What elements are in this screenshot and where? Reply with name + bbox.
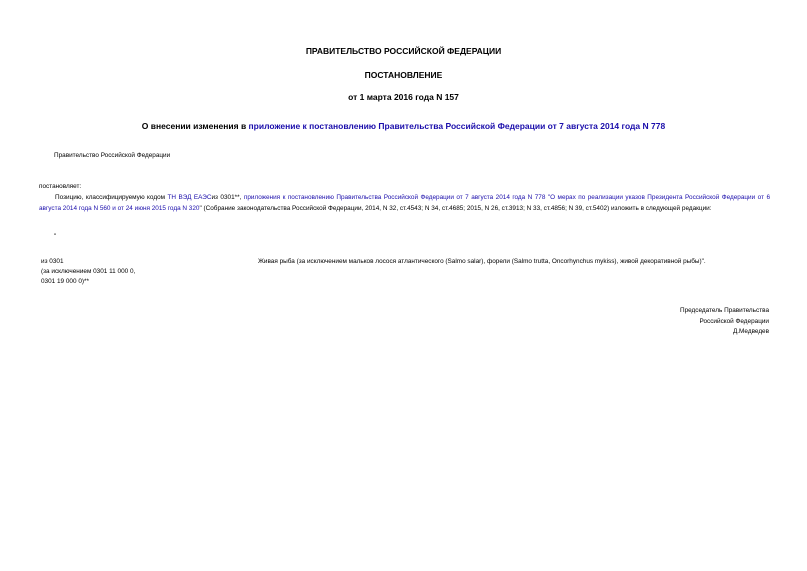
document-type: ПОСТАНОВЛЕНИЕ xyxy=(364,70,443,80)
code-line-1: из 0301 xyxy=(41,258,64,265)
signature-org: Российской Федерации xyxy=(699,318,769,325)
appendix-link[interactable]: приложения к постановлению Правительства Российской Федерации от 7 августа 2014 года N 778 xyxy=(243,194,546,201)
decree-320-link[interactable]: от 24 июня 2015 года N 320 xyxy=(117,204,200,212)
resolves-text: постановляет: xyxy=(39,183,82,190)
p1-end: " (Собрание законодательства Российской Федерации, 2014, N 32, ст.4543; N 34, ст.4685; 2015, N 26, ст.3913; N 33, ст.4856; N 39, ст.5402) изложить в следующей редакции: xyxy=(199,204,712,212)
title-prefix: О внесении изменения в xyxy=(141,121,249,131)
signature-title: Председатель Правительства xyxy=(680,307,769,314)
p1-start: Позицию, классифицируемую кодом xyxy=(55,194,168,201)
p1-mid1: из 0301**, xyxy=(211,194,244,201)
signature-name: Д.Медведев xyxy=(732,328,769,335)
product-description: Живая рыба (за исключением мальков лосося атлантического (Salmo salar), форели (Salmo trutta, Oncorhynchus mykiss), живой декоративной рыбы)". xyxy=(258,258,706,265)
p1-mid2: "О мерах по реализации указов Президента Российской Федерации xyxy=(545,194,758,201)
government-heading: ПРАВИТЕЛЬСТВО РОССИЙСКОЙ ФЕДЕРАЦИИ xyxy=(305,46,502,56)
document-title xyxy=(0,121,807,131)
document-date-number: от 1 марта 2016 года N 157 xyxy=(348,92,459,102)
decree-560-link[interactable]: от 6 августа 2014 года N 560 xyxy=(39,194,771,212)
code-line-2: (за исключением 0301 11 000 0, xyxy=(41,268,136,275)
main-paragraph xyxy=(39,193,770,214)
tnved-link[interactable]: ТН ВЭД ЕАЭС xyxy=(167,194,212,201)
p1-mid3: и xyxy=(110,204,118,212)
intro-text: Правительство Российской Федерации xyxy=(54,152,171,159)
opening-quote: " xyxy=(54,233,57,240)
code-line-3: 0301 19 000 0)** xyxy=(41,278,89,285)
title-link[interactable]: приложение к постановлению Правительства Российской Федерации от 7 августа 2014 года N 778 xyxy=(248,121,666,131)
